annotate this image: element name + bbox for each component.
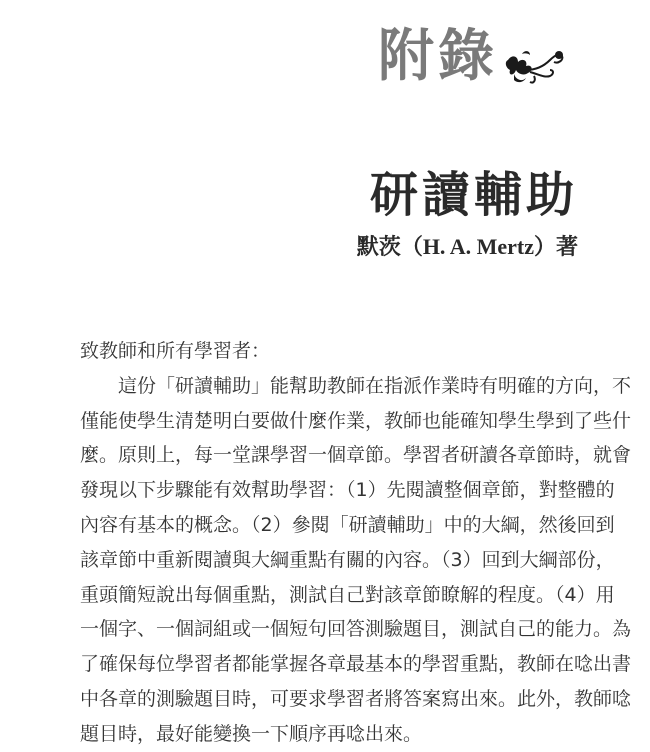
document-title: 研讀輔助 xyxy=(369,167,578,223)
paragraph-line: 麼。原則上，每一堂課學習一個章節。學習者研讀各章節時，就會 xyxy=(80,444,632,467)
paragraph-line: 這份「研讀輔助」能幫助教師在指派作業時有明確的方向，不 xyxy=(118,374,632,397)
author-role: 著 xyxy=(555,234,578,260)
paragraph-line: 該章節中重新閱讀與大綱重點有關的內容。（3）回到大綱部份， xyxy=(80,548,615,571)
paragraph-line: 題目時，最好能變換一下順序再唸出來。 xyxy=(80,722,423,745)
byline xyxy=(357,232,578,262)
author-name-en: （H. A. Mertz） xyxy=(400,234,556,259)
salutation: 致教師和所有學習者： xyxy=(80,340,271,362)
appendix-title: 附錄 xyxy=(378,23,498,89)
paragraph-line: 僅能使學生清楚明白要做什麼作業，教師也能確知學生學到了些什 xyxy=(80,409,632,432)
body-text xyxy=(80,334,632,752)
paragraph-line: 內容有基本的概念。（2）參閱「研讀輔助」中的大綱，然後回到 xyxy=(80,513,615,536)
paragraph-line: 重頭簡短說出每個重點，測試自己對該章節瞭解的程度。（4）用 xyxy=(80,583,615,606)
paragraph-line: 了確保每位學習者都能掌握各章最基本的學習重點，教師在唸出書 xyxy=(80,653,632,676)
appendix-header xyxy=(378,24,566,88)
author-name-zh: 默茨 xyxy=(356,234,401,260)
paragraph-line: 中各章的測驗題目時，可要求學習者將答案寫出來。此外，教師唸 xyxy=(80,687,632,710)
paragraph-line: 一個字、一個詞組或一個短句回答測驗題目，測試自己的能力。為 xyxy=(80,618,632,641)
paragraph-line: 發現以下步驟能有效幫助學習：（1）先閱讀整個章節，對整體的 xyxy=(80,479,615,502)
floral-ornament-icon xyxy=(504,46,566,86)
